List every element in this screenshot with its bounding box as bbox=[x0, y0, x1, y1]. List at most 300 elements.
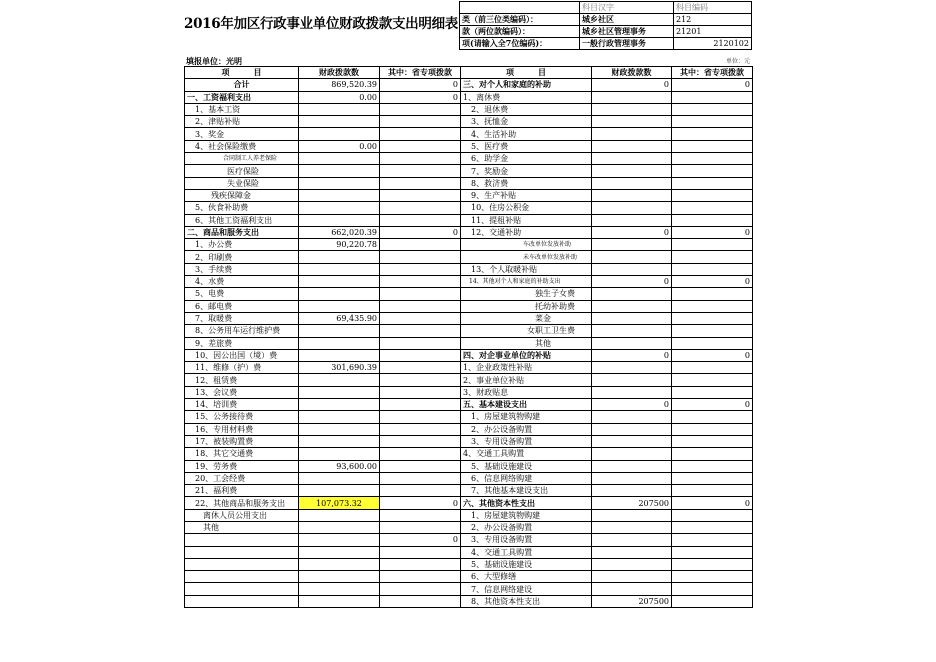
table-row bbox=[185, 153, 753, 165]
table-row bbox=[185, 497, 753, 509]
col-header-fiscal-left: 财政拨款数 bbox=[299, 67, 380, 79]
row-left-special bbox=[380, 583, 461, 595]
row-left-special bbox=[380, 460, 461, 472]
row-right-item: 11、提租补贴 bbox=[461, 214, 592, 226]
row-left-special bbox=[380, 337, 461, 349]
row-left-special bbox=[380, 251, 461, 263]
row-right-item: 三、对个人和家庭的补助 bbox=[461, 79, 592, 91]
row-left-special bbox=[380, 140, 461, 152]
row-right-item: 2、事业单位补贴 bbox=[461, 374, 592, 386]
row-left-special bbox=[380, 399, 461, 411]
row-left-special: 0 bbox=[380, 497, 461, 509]
row-left-fiscal: 0.00 bbox=[299, 91, 380, 103]
row-right-special bbox=[672, 521, 753, 533]
row-right-fiscal bbox=[592, 448, 672, 460]
row-left-special bbox=[380, 202, 461, 214]
row-left-special bbox=[380, 472, 461, 484]
table-row bbox=[185, 300, 753, 312]
row-left-special bbox=[380, 128, 461, 140]
table-row bbox=[185, 460, 753, 472]
row-left-fiscal bbox=[299, 583, 380, 595]
row-right-special bbox=[672, 509, 753, 521]
row-right-fiscal bbox=[592, 325, 672, 337]
col-header-item-right: 项 目 bbox=[461, 67, 592, 79]
table-row bbox=[185, 399, 753, 411]
row-right-item: 独生子女费 bbox=[461, 288, 592, 300]
table-row bbox=[185, 583, 753, 595]
row-right-special bbox=[672, 386, 753, 398]
row-left-fiscal bbox=[299, 337, 380, 349]
row-left-fiscal bbox=[299, 472, 380, 484]
row-right-fiscal bbox=[592, 214, 672, 226]
row-right-special bbox=[672, 534, 753, 546]
row-left-fiscal bbox=[299, 546, 380, 558]
row-left-item: 5、伙食补助费 bbox=[185, 202, 299, 214]
row-left-fiscal: 0.00 bbox=[299, 140, 380, 152]
row-right-item: 1、离休费 bbox=[461, 91, 592, 103]
row-left-item: 10、因公出国（境）费 bbox=[185, 349, 299, 361]
table-row bbox=[185, 595, 753, 607]
row-left-item bbox=[185, 583, 299, 595]
row-right-special: 0 bbox=[672, 79, 753, 91]
row-right-item: 9、生产补贴 bbox=[461, 189, 592, 201]
row-right-fiscal bbox=[592, 546, 672, 558]
row-right-special bbox=[672, 251, 753, 263]
row-right-special bbox=[672, 571, 753, 583]
row-right-item: 1、企业政策性补贴 bbox=[461, 362, 592, 374]
row-right-fiscal bbox=[592, 300, 672, 312]
row-right-item: 2、退休费 bbox=[461, 103, 592, 115]
row-right-item: 6、信息网络购建 bbox=[461, 472, 592, 484]
row-right-fiscal bbox=[592, 189, 672, 201]
row-right-fiscal bbox=[592, 386, 672, 398]
row-left-special bbox=[380, 546, 461, 558]
table-row bbox=[185, 325, 753, 337]
table-row bbox=[185, 337, 753, 349]
row-right-special bbox=[672, 128, 753, 140]
row-left-special bbox=[380, 288, 461, 300]
row-right-item: 7、奖励金 bbox=[461, 165, 592, 177]
row-right-item: 5、医疗费 bbox=[461, 140, 592, 152]
row-left-fiscal: 301,690.39 bbox=[299, 362, 380, 374]
row-right-fiscal bbox=[592, 460, 672, 472]
row-left-special bbox=[380, 435, 461, 447]
row-right-fiscal bbox=[592, 571, 672, 583]
row-left-special bbox=[380, 177, 461, 189]
filing-unit: 填报单位：光明 bbox=[186, 56, 242, 66]
row-right-special bbox=[672, 116, 753, 128]
table-row bbox=[185, 177, 753, 189]
value-item-name: 一般行政管理事务 bbox=[580, 38, 674, 50]
row-left-fiscal bbox=[299, 448, 380, 460]
row-right-item: 4、交通工具购置 bbox=[461, 546, 592, 558]
row-right-item: 8、其他资本性支出 bbox=[461, 595, 592, 607]
row-left-item: 4、水费 bbox=[185, 276, 299, 288]
row-right-special bbox=[672, 472, 753, 484]
table-row bbox=[185, 509, 753, 521]
row-right-item: 女职工卫生费 bbox=[461, 325, 592, 337]
row-left-item bbox=[185, 571, 299, 583]
row-left-special bbox=[380, 595, 461, 607]
row-right-special bbox=[672, 595, 753, 607]
row-left-fiscal bbox=[299, 435, 380, 447]
account-code-box bbox=[459, 1, 752, 50]
col-header-fiscal-right: 财政拨款数 bbox=[592, 67, 672, 79]
row-right-special bbox=[672, 189, 753, 201]
row-left-item: 失业保险 bbox=[185, 177, 299, 189]
row-right-item: 3、抚恤金 bbox=[461, 116, 592, 128]
col-header-special-left: 其中：省专项拨款 bbox=[380, 67, 461, 79]
row-left-fiscal bbox=[299, 521, 380, 533]
row-right-item: 2、办公设备购置 bbox=[461, 423, 592, 435]
row-right-fiscal: 0 bbox=[592, 399, 672, 411]
row-left-item: 9、差旅费 bbox=[185, 337, 299, 349]
row-right-fiscal: 0 bbox=[592, 276, 672, 288]
row-right-item: 14、其他对个人和家庭的补助支出 bbox=[461, 276, 592, 288]
row-right-item: 5、基础设施建设 bbox=[461, 460, 592, 472]
row-right-special: 0 bbox=[672, 497, 753, 509]
row-right-item: 4、交通工具购置 bbox=[461, 448, 592, 460]
row-left-item: 15、公务接待费 bbox=[185, 411, 299, 423]
row-left-fiscal bbox=[299, 202, 380, 214]
row-left-special bbox=[380, 165, 461, 177]
row-right-item: 12、交通补助 bbox=[461, 226, 592, 238]
row-right-fiscal bbox=[592, 435, 672, 447]
row-right-fiscal bbox=[592, 312, 672, 324]
row-right-special bbox=[672, 435, 753, 447]
row-right-fiscal bbox=[592, 521, 672, 533]
row-left-item: 21、福利费 bbox=[185, 485, 299, 497]
row-right-item: 其他 bbox=[461, 337, 592, 349]
row-right-fiscal bbox=[592, 288, 672, 300]
row-left-fiscal: 107,073.32 bbox=[299, 497, 380, 509]
row-left-item: 残疾保障金 bbox=[185, 189, 299, 201]
row-left-fiscal bbox=[299, 288, 380, 300]
table-row bbox=[185, 116, 753, 128]
row-left-fiscal bbox=[299, 386, 380, 398]
row-left-special bbox=[380, 312, 461, 324]
table-row bbox=[185, 312, 753, 324]
row-left-special bbox=[380, 448, 461, 460]
row-left-special bbox=[380, 116, 461, 128]
table-row bbox=[185, 288, 753, 300]
row-right-item: 五、基本建设支出 bbox=[461, 399, 592, 411]
row-left-fiscal bbox=[299, 509, 380, 521]
row-right-fiscal bbox=[592, 411, 672, 423]
row-right-special bbox=[672, 300, 753, 312]
row-left-fiscal bbox=[299, 116, 380, 128]
row-left-fiscal: 90,220.78 bbox=[299, 239, 380, 251]
row-right-fiscal: 0 bbox=[592, 79, 672, 91]
expenditure-table bbox=[184, 66, 753, 608]
row-left-fiscal: 662,020.39 bbox=[299, 226, 380, 238]
row-left-special bbox=[380, 558, 461, 570]
row-right-fiscal: 207500 bbox=[592, 595, 672, 607]
row-right-special bbox=[672, 288, 753, 300]
row-left-fiscal bbox=[299, 374, 380, 386]
value-item-code: 2120102 bbox=[674, 38, 752, 50]
row-right-special: 0 bbox=[672, 399, 753, 411]
row-left-item: 合计 bbox=[185, 79, 299, 91]
label-item: 项(请输入全7位编码)： bbox=[460, 38, 580, 50]
row-right-fiscal bbox=[592, 239, 672, 251]
row-left-item bbox=[185, 595, 299, 607]
row-right-special bbox=[672, 263, 753, 275]
row-right-fiscal bbox=[592, 374, 672, 386]
row-right-special bbox=[672, 312, 753, 324]
row-left-special bbox=[380, 349, 461, 361]
table-row bbox=[185, 571, 753, 583]
row-left-fiscal bbox=[299, 399, 380, 411]
row-right-item: 4、生活补助 bbox=[461, 128, 592, 140]
row-right-special bbox=[672, 202, 753, 214]
row-right-item: 四、对企事业单位的补贴 bbox=[461, 349, 592, 361]
row-right-fiscal bbox=[592, 177, 672, 189]
header-blank bbox=[460, 2, 580, 14]
row-left-special bbox=[380, 103, 461, 115]
row-left-fiscal bbox=[299, 411, 380, 423]
row-left-special bbox=[380, 423, 461, 435]
row-right-special bbox=[672, 460, 753, 472]
row-left-fiscal bbox=[299, 349, 380, 361]
row-left-special bbox=[380, 571, 461, 583]
row-right-item: 7、其他基本建设支出 bbox=[461, 485, 592, 497]
row-left-special: 0 bbox=[380, 534, 461, 546]
row-right-special bbox=[672, 423, 753, 435]
row-right-special bbox=[672, 177, 753, 189]
row-right-special bbox=[672, 448, 753, 460]
table-row bbox=[185, 386, 753, 398]
value-section-name: 城乡社区管理事务 bbox=[580, 26, 674, 38]
row-left-special bbox=[380, 521, 461, 533]
row-left-item: 6、其他工资福利支出 bbox=[185, 214, 299, 226]
row-left-item: 3、手续费 bbox=[185, 263, 299, 275]
row-right-item: 1、房屋建筑物购建 bbox=[461, 509, 592, 521]
row-left-item: 医疗保险 bbox=[185, 165, 299, 177]
row-left-special bbox=[380, 153, 461, 165]
row-right-item: 7、信息网络建设 bbox=[461, 583, 592, 595]
table-row bbox=[185, 276, 753, 288]
row-right-item: 车改单位发放补助 bbox=[461, 239, 592, 251]
row-right-special bbox=[672, 140, 753, 152]
row-right-fiscal bbox=[592, 91, 672, 103]
row-right-fiscal bbox=[592, 583, 672, 595]
row-left-item: 13、会议费 bbox=[185, 386, 299, 398]
row-right-fiscal bbox=[592, 202, 672, 214]
row-right-fiscal bbox=[592, 485, 672, 497]
table-row bbox=[185, 79, 753, 91]
row-right-item: 3、专用设备购置 bbox=[461, 534, 592, 546]
table-header-row bbox=[185, 67, 753, 79]
row-right-special: 0 bbox=[672, 276, 753, 288]
row-right-special bbox=[672, 325, 753, 337]
table-row bbox=[185, 435, 753, 447]
row-left-fiscal bbox=[299, 558, 380, 570]
value-category-code: 212 bbox=[674, 14, 752, 26]
row-left-item: 1、基本工资 bbox=[185, 103, 299, 115]
row-right-special bbox=[672, 362, 753, 374]
row-right-fiscal bbox=[592, 423, 672, 435]
row-left-item: 合同制工人养老保险 bbox=[185, 153, 299, 165]
table-row bbox=[185, 521, 753, 533]
table-row bbox=[185, 558, 753, 570]
row-right-item: 8、救济费 bbox=[461, 177, 592, 189]
row-right-item: 6、大型修缮 bbox=[461, 571, 592, 583]
row-left-item: 4、社会保险缴费 bbox=[185, 140, 299, 152]
row-left-special bbox=[380, 325, 461, 337]
value-category-name: 城乡社区 bbox=[580, 14, 674, 26]
row-left-item: 12、租赁费 bbox=[185, 374, 299, 386]
table-row bbox=[185, 91, 753, 103]
caption-account-name: 科目汉字 bbox=[580, 2, 674, 14]
row-left-fiscal bbox=[299, 251, 380, 263]
table-row bbox=[185, 374, 753, 386]
row-left-item: 2、印刷费 bbox=[185, 251, 299, 263]
row-left-item: 一、工资福利支出 bbox=[185, 91, 299, 103]
row-right-fiscal bbox=[592, 362, 672, 374]
value-section-code: 21201 bbox=[674, 26, 752, 38]
row-right-item: 6、助学金 bbox=[461, 153, 592, 165]
label-section: 款（两位款编码）： bbox=[460, 26, 580, 38]
row-left-special bbox=[380, 263, 461, 275]
row-left-special bbox=[380, 509, 461, 521]
row-left-fiscal bbox=[299, 103, 380, 115]
table-row bbox=[185, 349, 753, 361]
unit-note: 单位：元 bbox=[725, 58, 750, 65]
row-left-fiscal bbox=[299, 571, 380, 583]
row-left-fiscal bbox=[299, 263, 380, 275]
row-left-item: 20、工会经费 bbox=[185, 472, 299, 484]
row-left-item: 16、专用材料费 bbox=[185, 423, 299, 435]
row-right-item: 六、其他资本性支出 bbox=[461, 497, 592, 509]
row-right-fiscal bbox=[592, 263, 672, 275]
row-left-special: 0 bbox=[380, 79, 461, 91]
row-left-special bbox=[380, 386, 461, 398]
row-right-item: 1、房屋建筑物购建 bbox=[461, 411, 592, 423]
row-right-special bbox=[672, 411, 753, 423]
table-row bbox=[185, 448, 753, 460]
table-row bbox=[185, 546, 753, 558]
row-right-fiscal bbox=[592, 337, 672, 349]
row-right-item: 未车改单位发放补助 bbox=[461, 251, 592, 263]
row-left-item: 22、其他商品和服务支出 bbox=[185, 497, 299, 509]
row-left-fiscal bbox=[299, 423, 380, 435]
row-left-fiscal bbox=[299, 485, 380, 497]
page-title: 2016年加区行政事业单位财政拨款支出明细表 bbox=[184, 16, 458, 32]
row-right-fiscal bbox=[592, 128, 672, 140]
row-left-fiscal bbox=[299, 325, 380, 337]
row-left-fiscal bbox=[299, 189, 380, 201]
col-header-item-left: 项 目 bbox=[185, 67, 299, 79]
row-right-special bbox=[672, 546, 753, 558]
row-right-special bbox=[672, 337, 753, 349]
table-row bbox=[185, 472, 753, 484]
row-left-fiscal bbox=[299, 128, 380, 140]
table-row bbox=[185, 214, 753, 226]
row-left-item: 18、其它交通费 bbox=[185, 448, 299, 460]
row-left-fiscal bbox=[299, 300, 380, 312]
row-right-special bbox=[672, 153, 753, 165]
row-right-fiscal bbox=[592, 140, 672, 152]
row-right-special bbox=[672, 91, 753, 103]
row-left-fiscal bbox=[299, 153, 380, 165]
row-left-fiscal bbox=[299, 276, 380, 288]
row-left-item: 1、办公费 bbox=[185, 239, 299, 251]
row-left-special bbox=[380, 214, 461, 226]
row-right-fiscal bbox=[592, 472, 672, 484]
row-left-item: 11、维修（护）费 bbox=[185, 362, 299, 374]
table-row bbox=[185, 485, 753, 497]
row-left-item: 离休人员公用支出 bbox=[185, 509, 299, 521]
row-right-special bbox=[672, 239, 753, 251]
table-row bbox=[185, 423, 753, 435]
row-left-fiscal: 869,520.39 bbox=[299, 79, 380, 91]
row-right-item: 13、个人取暖补贴 bbox=[461, 263, 592, 275]
row-left-fiscal bbox=[299, 534, 380, 546]
row-left-fiscal bbox=[299, 595, 380, 607]
row-left-special: 0 bbox=[380, 91, 461, 103]
row-left-item: 17、被装购置费 bbox=[185, 435, 299, 447]
row-left-item bbox=[185, 546, 299, 558]
row-right-item: 5、基础设施建设 bbox=[461, 558, 592, 570]
row-left-special bbox=[380, 411, 461, 423]
table-row bbox=[185, 103, 753, 115]
row-right-item: 3、财政贴息 bbox=[461, 386, 592, 398]
row-left-fiscal bbox=[299, 165, 380, 177]
row-right-item: 2、办公设备购置 bbox=[461, 521, 592, 533]
table-row bbox=[185, 140, 753, 152]
row-right-item: 托幼补助费 bbox=[461, 300, 592, 312]
row-left-item: 6、邮电费 bbox=[185, 300, 299, 312]
row-left-item: 7、取暖费 bbox=[185, 312, 299, 324]
table-row bbox=[185, 202, 753, 214]
row-left-fiscal bbox=[299, 214, 380, 226]
row-left-special bbox=[380, 276, 461, 288]
row-left-fiscal bbox=[299, 177, 380, 189]
row-right-fiscal bbox=[592, 165, 672, 177]
row-right-fiscal bbox=[592, 534, 672, 546]
table-row bbox=[185, 362, 753, 374]
col-header-special-right: 其中：省专项拨款 bbox=[672, 67, 753, 79]
row-right-special bbox=[672, 374, 753, 386]
row-left-item: 3、奖金 bbox=[185, 128, 299, 140]
table-row bbox=[185, 263, 753, 275]
row-right-special: 0 bbox=[672, 349, 753, 361]
row-left-item bbox=[185, 534, 299, 546]
table-row bbox=[185, 239, 753, 251]
row-right-special bbox=[672, 583, 753, 595]
table-row bbox=[185, 128, 753, 140]
row-left-fiscal: 69,435.90 bbox=[299, 312, 380, 324]
row-right-fiscal: 0 bbox=[592, 226, 672, 238]
row-right-fiscal bbox=[592, 558, 672, 570]
row-left-special bbox=[380, 374, 461, 386]
row-left-special bbox=[380, 239, 461, 251]
row-right-fiscal bbox=[592, 251, 672, 263]
table-row bbox=[185, 534, 753, 546]
row-left-special bbox=[380, 300, 461, 312]
table-row bbox=[185, 411, 753, 423]
table-row bbox=[185, 226, 753, 238]
row-right-fiscal bbox=[592, 509, 672, 521]
row-right-special bbox=[672, 214, 753, 226]
row-right-special bbox=[672, 103, 753, 115]
row-left-item: 14、培训费 bbox=[185, 399, 299, 411]
row-right-special: 0 bbox=[672, 226, 753, 238]
row-left-item: 5、电费 bbox=[185, 288, 299, 300]
row-right-special bbox=[672, 558, 753, 570]
label-category: 类（前三位类编码）： bbox=[460, 14, 580, 26]
